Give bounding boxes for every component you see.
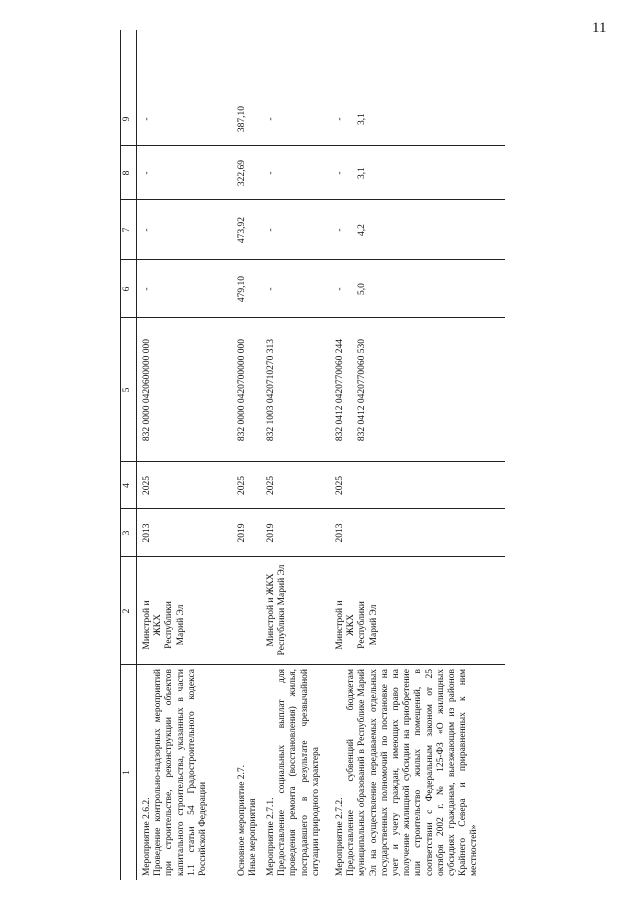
- header-col-2: 2: [122, 608, 132, 614]
- row1-executor: Минстрой и ЖКХ Республики Марий Эл: [142, 598, 186, 650]
- header-col-3: 3: [122, 530, 132, 536]
- row3-col8: -: [266, 171, 276, 175]
- row4-description: Мероприятие 2.7.2. Предоставление субвенций бюджетам муниципальных образований в Республике Марий Эл на осуществление передаваемых отдельных государственных полномочий по постановке на учет и учету граждан, имеющих право на получение жилищной субсидии на приобретение или строительство жилых помещений, в соответствии с Федеральным законом от 25 октября 2002 г. № 125-ФЗ «О жилищных субсидиях гражданам, выезжающим из районов Крайнего Севера и приравненных к ним местностей»: [335, 669, 480, 876]
- row4-col6-a: -: [335, 287, 345, 291]
- row2-start-year: 2019: [237, 523, 247, 543]
- row4-end-year: 2025: [335, 476, 345, 495]
- row4-col6-b: 5,0: [357, 283, 367, 295]
- row1-col6: -: [142, 287, 152, 291]
- row1-budget-code: 832 0000 0420600000 000: [142, 338, 152, 442]
- row1-col9: -: [142, 117, 152, 121]
- rotated-table: [120, 30, 505, 880]
- row2-description: Основное мероприятие 2.7. Иные мероприятия: [237, 764, 259, 876]
- row2-budget-code: 832 0000 0420700000 000: [237, 338, 247, 442]
- row4-col7-b: 4,2: [357, 224, 367, 236]
- header-col-7: 7: [122, 227, 132, 233]
- header-col-8: 8: [122, 170, 132, 176]
- row3-col7: -: [266, 228, 276, 232]
- header-col-1: 1: [122, 770, 132, 775]
- row2-col7: 473,92: [237, 216, 247, 244]
- row1-end-year: 2025: [142, 476, 152, 495]
- row3-budget-code: 832 1003 0420710270 313: [266, 338, 276, 442]
- row2-end-year: 2025: [237, 476, 247, 495]
- row4-budget-code-b: 832 0412 0420770060 530: [357, 338, 367, 442]
- row2-col6: 479,10: [237, 275, 247, 303]
- page-number: 11: [592, 20, 607, 36]
- row4-col9-a: -: [335, 117, 345, 121]
- row4-col8-a: -: [335, 171, 345, 175]
- row1-col8: -: [142, 171, 152, 175]
- row4-col8-b: 3,1: [357, 167, 367, 179]
- row3-description: Мероприятие 2.7.1. Предоставление социальных выплат для проведения ремонта (восстановления) жилья, пострадавшего в результате чрезвычайной ситуации природного характера: [266, 669, 321, 876]
- row1-description: Мероприятие 2.6.2. Проведение контрольно-надзорных мероприятий при строительстве, реконструкции объектов капитального строительства, указанных в части 1.1 статьи 54 Градостроительного кодекса Российской Федерации: [142, 669, 209, 876]
- row1-start-year: 2013: [142, 523, 152, 543]
- row4-col9-b: 3,1: [357, 113, 367, 125]
- row3-col9: -: [266, 117, 276, 121]
- header-col-4: 4: [122, 483, 132, 488]
- header-col-6: 6: [122, 286, 132, 292]
- row2-col8: 322,69: [237, 159, 247, 187]
- row3-end-year: 2025: [266, 476, 276, 495]
- header-col-9: 9: [122, 116, 132, 122]
- row3-start-year: 2019: [266, 523, 276, 543]
- row2-col9: 387,10: [237, 105, 247, 133]
- row3-col6: -: [266, 287, 276, 291]
- header-col-5: 5: [122, 387, 132, 393]
- row1-col7: -: [142, 228, 152, 232]
- row4-col7-a: -: [335, 228, 345, 232]
- row4-budget-code-a: 832 0412 0420770060 244: [335, 338, 345, 442]
- row3-executor: Минстрой и ЖКХ Республики Марий Эл: [266, 564, 288, 656]
- row4-executor: Минстрой и ЖКХ Республики Марий Эл: [335, 598, 379, 650]
- row4-start-year: 2013: [335, 523, 345, 543]
